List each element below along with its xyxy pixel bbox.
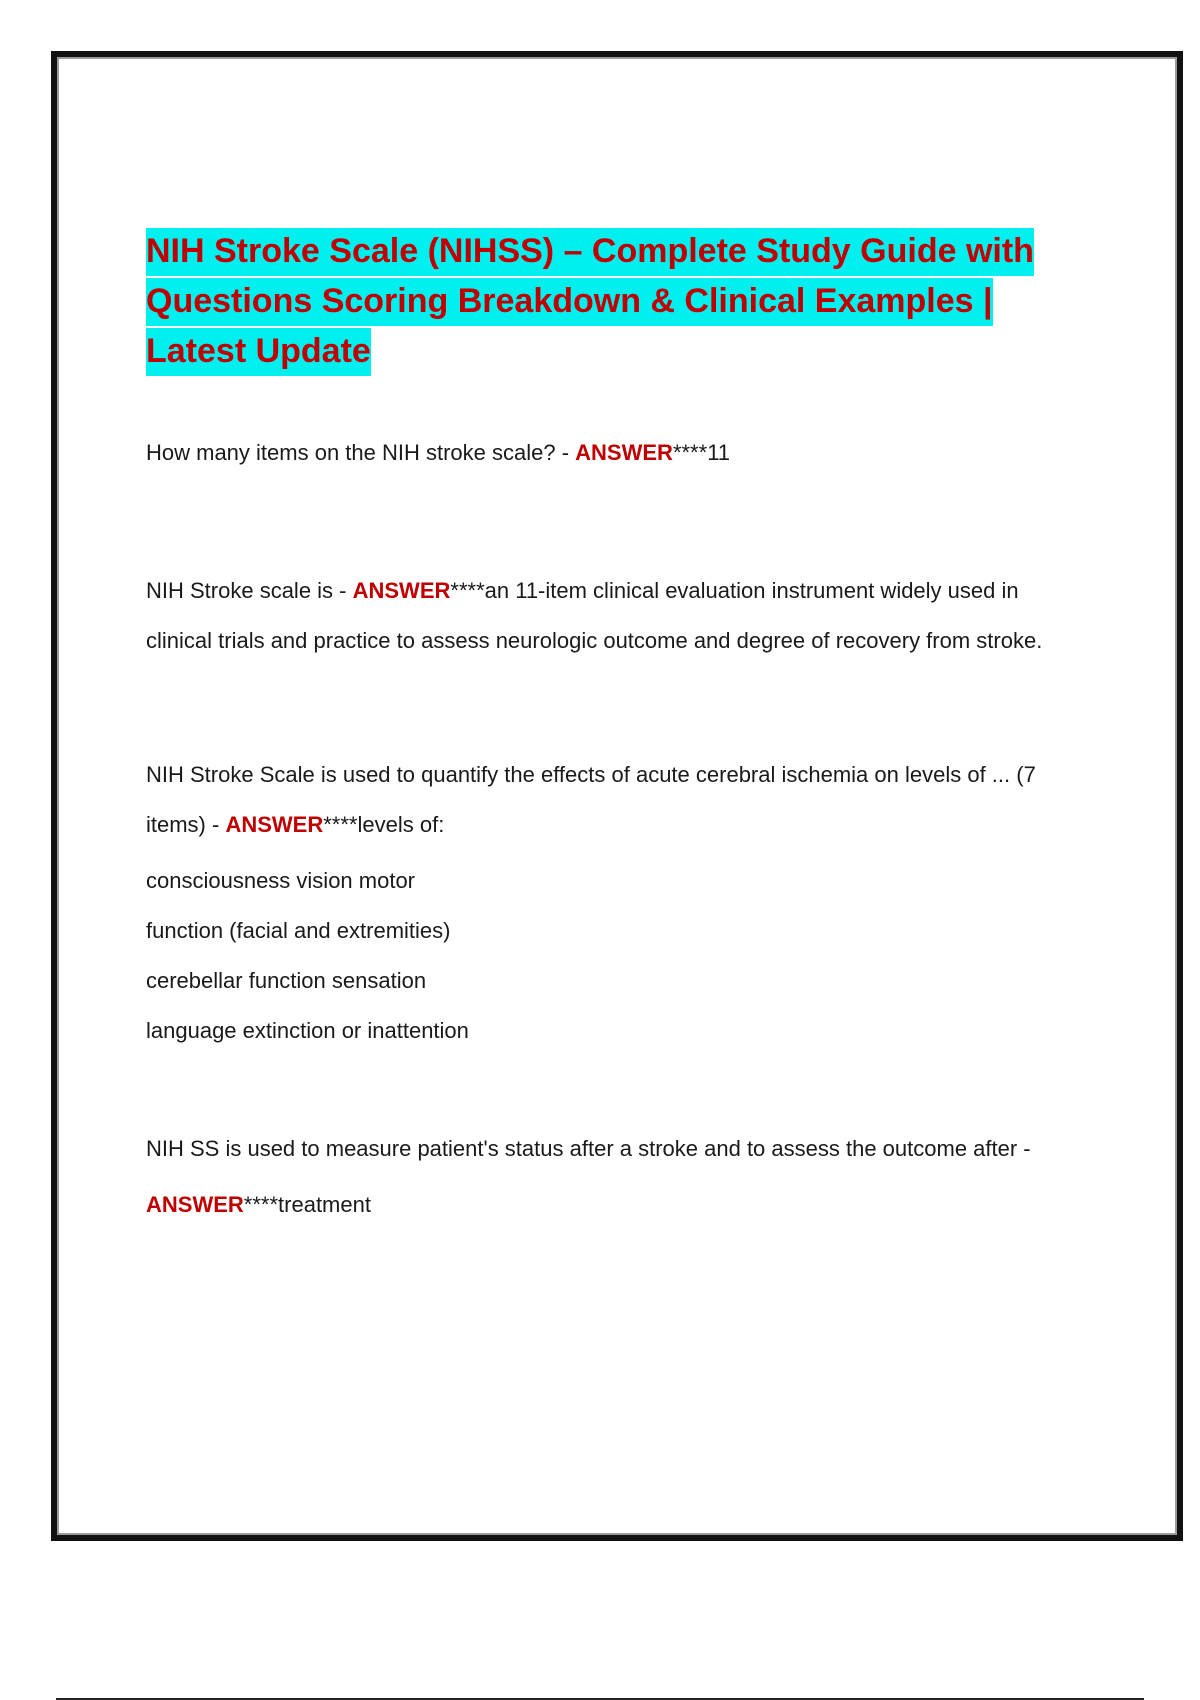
answer-label: ANSWER [575,440,673,465]
answer-label: ANSWER [352,578,451,603]
document-content [146,226,1066,1230]
document-title [146,226,1066,376]
question-text: How many items on the NIH stroke scale? - [146,440,576,465]
list-item: function (facial and extremities) [146,918,451,943]
question-text: NIH Stroke scale is - [146,578,353,603]
answer-text: levels of: [357,812,445,837]
question-text: NIH Stroke Scale is used to quantify the effects of acute cerebral ischemia on levels of ... (7 items) - [146,762,1036,837]
title-highlight: NIH Stroke Scale (NIHSS) – Complete Study Guide with Questions Scoring Breakdown & Clinical Examples | Latest Update [146,228,1034,376]
list-item: cerebellar function sensation [146,968,427,993]
levels-list [146,856,1066,1056]
answer-marker: **** [450,578,485,603]
answer-text: an 11-item clinical evaluation instrument widely used in clinical trials and practice to assess neurologic outcome and degree of recovery from stroke. [146,578,1043,653]
qa-item-4-answer [146,1180,1066,1230]
answer-marker: **** [243,1192,279,1217]
answer-text: 11 [707,440,731,465]
qa-item-3 [146,750,1066,850]
qa-item-1 [146,428,1066,478]
qa-item-4-question: NIH SS is used to measure patient's status after a stroke and to assess the outcome after - [146,1136,1031,1161]
list-item: language extinction or inattention [146,1018,469,1043]
list-item: consciousness vision motor [146,868,416,893]
answer-label: ANSWER [146,1192,244,1217]
answer-marker: **** [323,812,358,837]
answer-label: ANSWER [225,812,324,837]
answer-text: treatment [278,1192,371,1217]
answer-marker: **** [672,440,708,465]
qa-item-2 [146,566,1066,666]
